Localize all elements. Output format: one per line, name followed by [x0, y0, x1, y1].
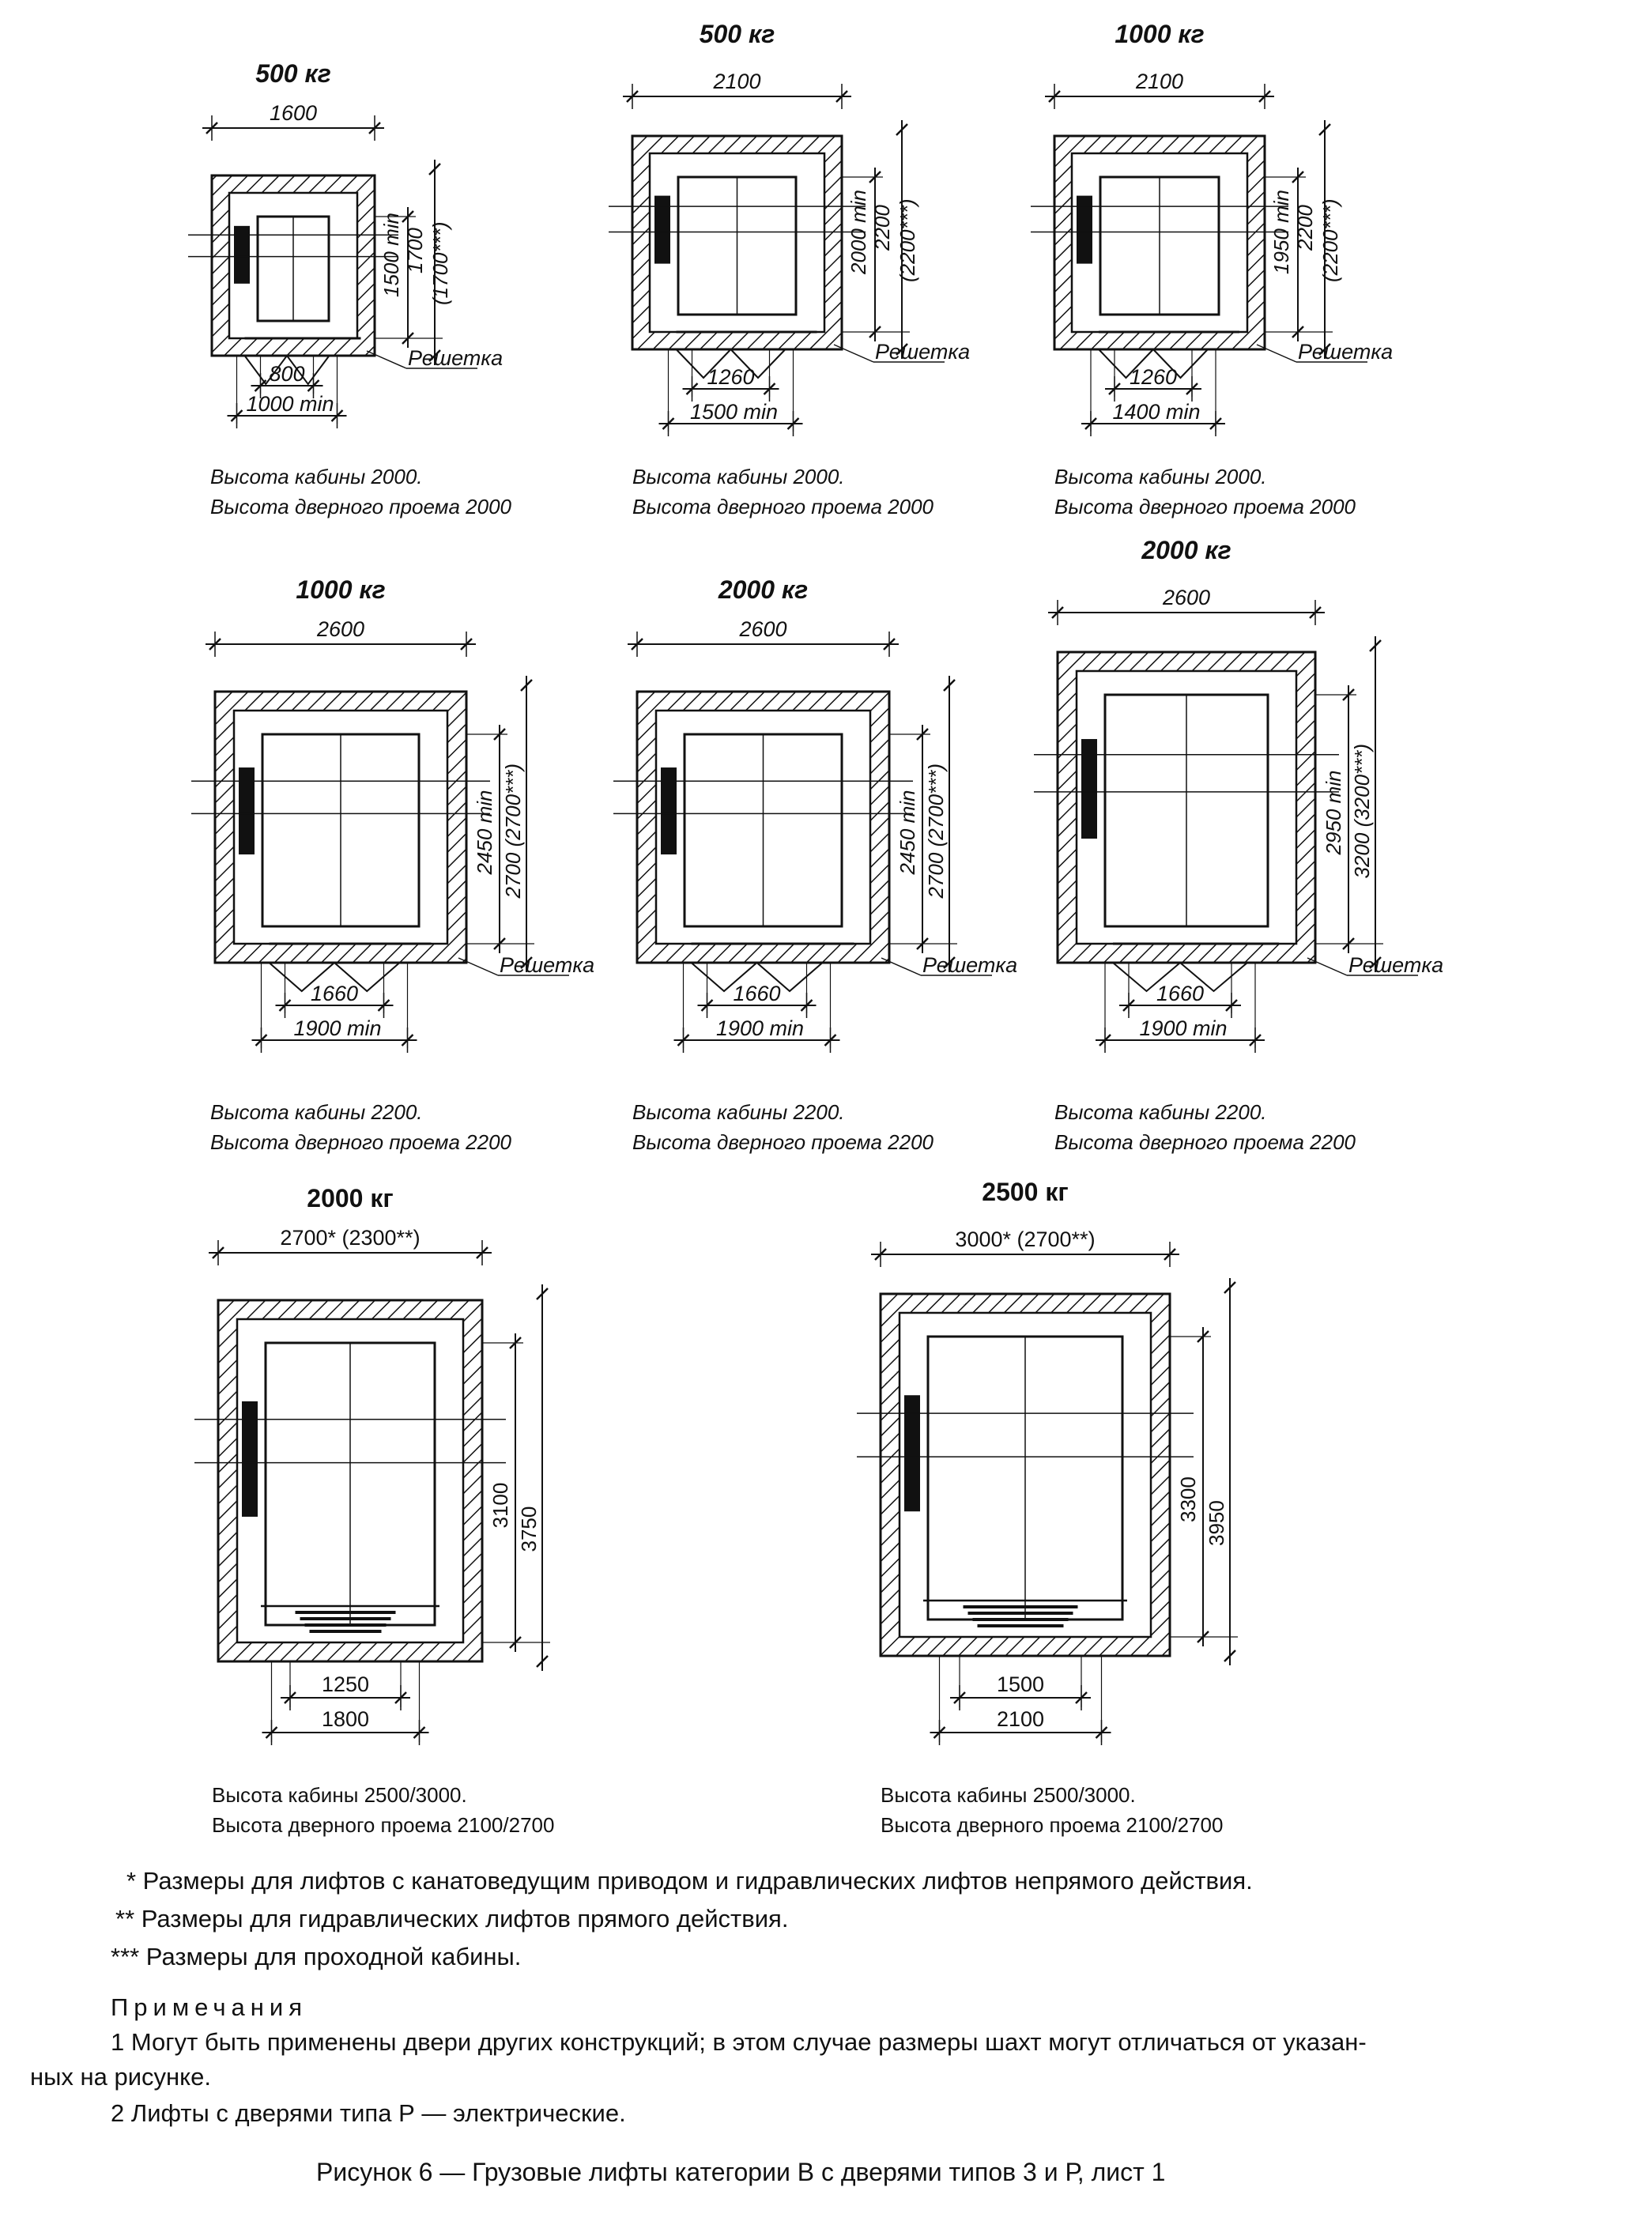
elevator-plan-panel: [188, 59, 512, 518]
caption-door-height: Высота дверного проема 2200: [210, 1130, 511, 1154]
grating-leader: [1257, 345, 1296, 362]
panel-title: 2000 кг: [1141, 536, 1231, 564]
door-width-label: 1500 min: [689, 400, 779, 424]
figure-caption: Рисунок 6 — Грузовые лифты категории В с дверями типов 3 и Р, лист 1: [316, 2158, 1166, 2186]
caption-cabin-height: Высота кабины 2000.: [1054, 465, 1267, 488]
shaft-width-label: 2700* (2300**): [280, 1226, 421, 1250]
grating-leader: [834, 345, 873, 362]
elevator-plan-panel: [1034, 536, 1443, 1154]
panel-title: 2000 кг: [307, 1184, 394, 1212]
door-opening-label: 1660: [310, 982, 359, 1005]
panel-title: 500 кг: [699, 20, 775, 48]
caption-door-height: Высота дверного проема 2000: [632, 495, 933, 518]
counterweight: [242, 1401, 258, 1517]
notes-heading: Примечания: [111, 1993, 307, 2021]
shaft-depth-label: 1700: [403, 228, 427, 273]
door-width-label: 1900 min: [293, 1016, 382, 1040]
door-opening-label: 800: [269, 362, 305, 386]
caption-cabin-height: Высота кабины 2500/3000.: [212, 1783, 467, 1807]
grating-leader: [367, 351, 406, 368]
shaft-depth-label: 2700 (2700***): [501, 763, 525, 899]
panel-title: 1000 кг: [1115, 20, 1205, 48]
shaft-depth-label: 3950: [1205, 1500, 1228, 1546]
shaft-width-label: 1600: [269, 101, 318, 125]
cabin-depth-label: 2450 min: [896, 790, 919, 875]
panel-title: 2500 кг: [982, 1178, 1069, 1206]
shaft-depth-alt-label: (2200***): [896, 198, 919, 282]
shaft-depth-label: 2200: [870, 205, 894, 251]
elevator-plan-panel: [191, 575, 594, 1154]
door-opening-label: 1500: [996, 1672, 1045, 1696]
cabin-depth-label: 2450 min: [473, 790, 496, 875]
elevator-plan-panel: [1031, 20, 1393, 518]
elevator-plan-panel: [857, 1178, 1238, 1837]
door-width-label: 1900 min: [1139, 1016, 1228, 1040]
door-width-label: 1000 min: [246, 392, 334, 416]
elevator-plan-panel: [194, 1184, 554, 1837]
shaft-depth-alt-label: (2200***): [1318, 198, 1342, 282]
panel-title: 500 кг: [255, 59, 331, 88]
grating-label: Решетка: [500, 953, 595, 977]
grating-leader: [458, 958, 498, 975]
shaft-depth-label: 2200: [1293, 205, 1317, 251]
shaft-width-label: 2600: [739, 617, 787, 641]
caption-cabin-height: Высота кабины 2000.: [632, 465, 845, 488]
caption-cabin-height: Высота кабины 2200.: [1054, 1100, 1267, 1124]
door-width-label: 1900 min: [715, 1016, 805, 1040]
counterweight: [904, 1395, 920, 1511]
caption-door-height: Высота дверного проема 2100/2700: [881, 1813, 1224, 1837]
shaft-width-label: 2600: [316, 617, 365, 641]
door-opening-label: 1260: [1129, 365, 1178, 389]
note-2: 2 Лифты с дверями типа Р — электрические.: [111, 2099, 626, 2127]
footnote-1: * Размеры для лифтов с канатоведущим приводом и гидравлических лифтов непрямого действия.: [126, 1867, 1253, 1895]
panel-title: 2000 кг: [718, 575, 809, 604]
shaft-depth-label: 3200 (3200***): [1350, 743, 1374, 879]
caption-door-height: Высота дверного проема 2000: [210, 495, 511, 518]
caption-door-height: Высота дверного проема 2200: [1054, 1130, 1356, 1154]
caption-cabin-height: Высота кабины 2500/3000.: [881, 1783, 1136, 1807]
shaft-depth-label: 2700 (2700***): [924, 763, 948, 899]
cabin-depth-label: 3100: [488, 1482, 512, 1529]
door-opening-label: 1660: [733, 982, 781, 1005]
door-width-label: 1400 min: [1112, 400, 1201, 424]
caption-cabin-height: Высота кабины 2200.: [210, 1100, 423, 1124]
door-opening-label: 1250: [321, 1672, 370, 1696]
footnote-2: ** Размеры для гидравлических лифтов прямого действия.: [115, 1905, 789, 1933]
caption-door-height: Высота дверного проема 2200: [632, 1130, 933, 1154]
note-1-line-1: 1 Могут быть применены двери других конструкций; в этом случае размеры шахт могут отличаться от указан-: [111, 2028, 1367, 2056]
shaft-width-label: 2600: [1162, 586, 1211, 609]
elevator-plan-panel: [613, 575, 1017, 1154]
cabin-depth-label: 2000 min: [847, 190, 870, 274]
cabin-depth-label: 3300: [1176, 1476, 1200, 1522]
grating-label: Решетка: [1298, 340, 1394, 364]
shaft-depth-label: 3750: [517, 1506, 541, 1552]
grating-label: Решетка: [408, 346, 504, 370]
caption-door-height: Высота дверного проема 2100/2700: [212, 1813, 555, 1837]
cabin-depth-label: 1950 min: [1269, 190, 1293, 274]
door-opening-label: 1260: [707, 365, 755, 389]
shaft-width-label: 3000* (2700**): [955, 1227, 1096, 1251]
grating-label: Решетка: [875, 340, 971, 364]
grating-label: Решетка: [1348, 953, 1444, 977]
footnote-3: *** Размеры для проходной кабины.: [111, 1943, 522, 1970]
cabin-depth-label: 2950 min: [1322, 770, 1345, 855]
shaft-width-label: 2100: [1135, 70, 1184, 93]
note-1-line-2: ных на рисунке.: [30, 2063, 211, 2091]
caption-door-height: Высота дверного проема 2000: [1054, 495, 1356, 518]
cabin-depth-label: 1500 min: [379, 213, 403, 297]
shaft-width-label: 2100: [713, 70, 761, 93]
door-width-label: 1800: [321, 1707, 370, 1731]
grating-leader: [881, 958, 921, 975]
grating-leader: [1307, 958, 1347, 975]
shaft-depth-alt-label: (1700***): [428, 221, 452, 305]
caption-cabin-height: Высота кабины 2000.: [210, 465, 423, 488]
door-opening-label: 1660: [1156, 982, 1205, 1005]
caption-cabin-height: Высота кабины 2200.: [632, 1100, 845, 1124]
elevator-plan-panel: [609, 20, 970, 518]
panel-title: 1000 кг: [296, 575, 386, 604]
grating-label: Решетка: [922, 953, 1018, 977]
door-width-label: 2100: [996, 1707, 1045, 1731]
